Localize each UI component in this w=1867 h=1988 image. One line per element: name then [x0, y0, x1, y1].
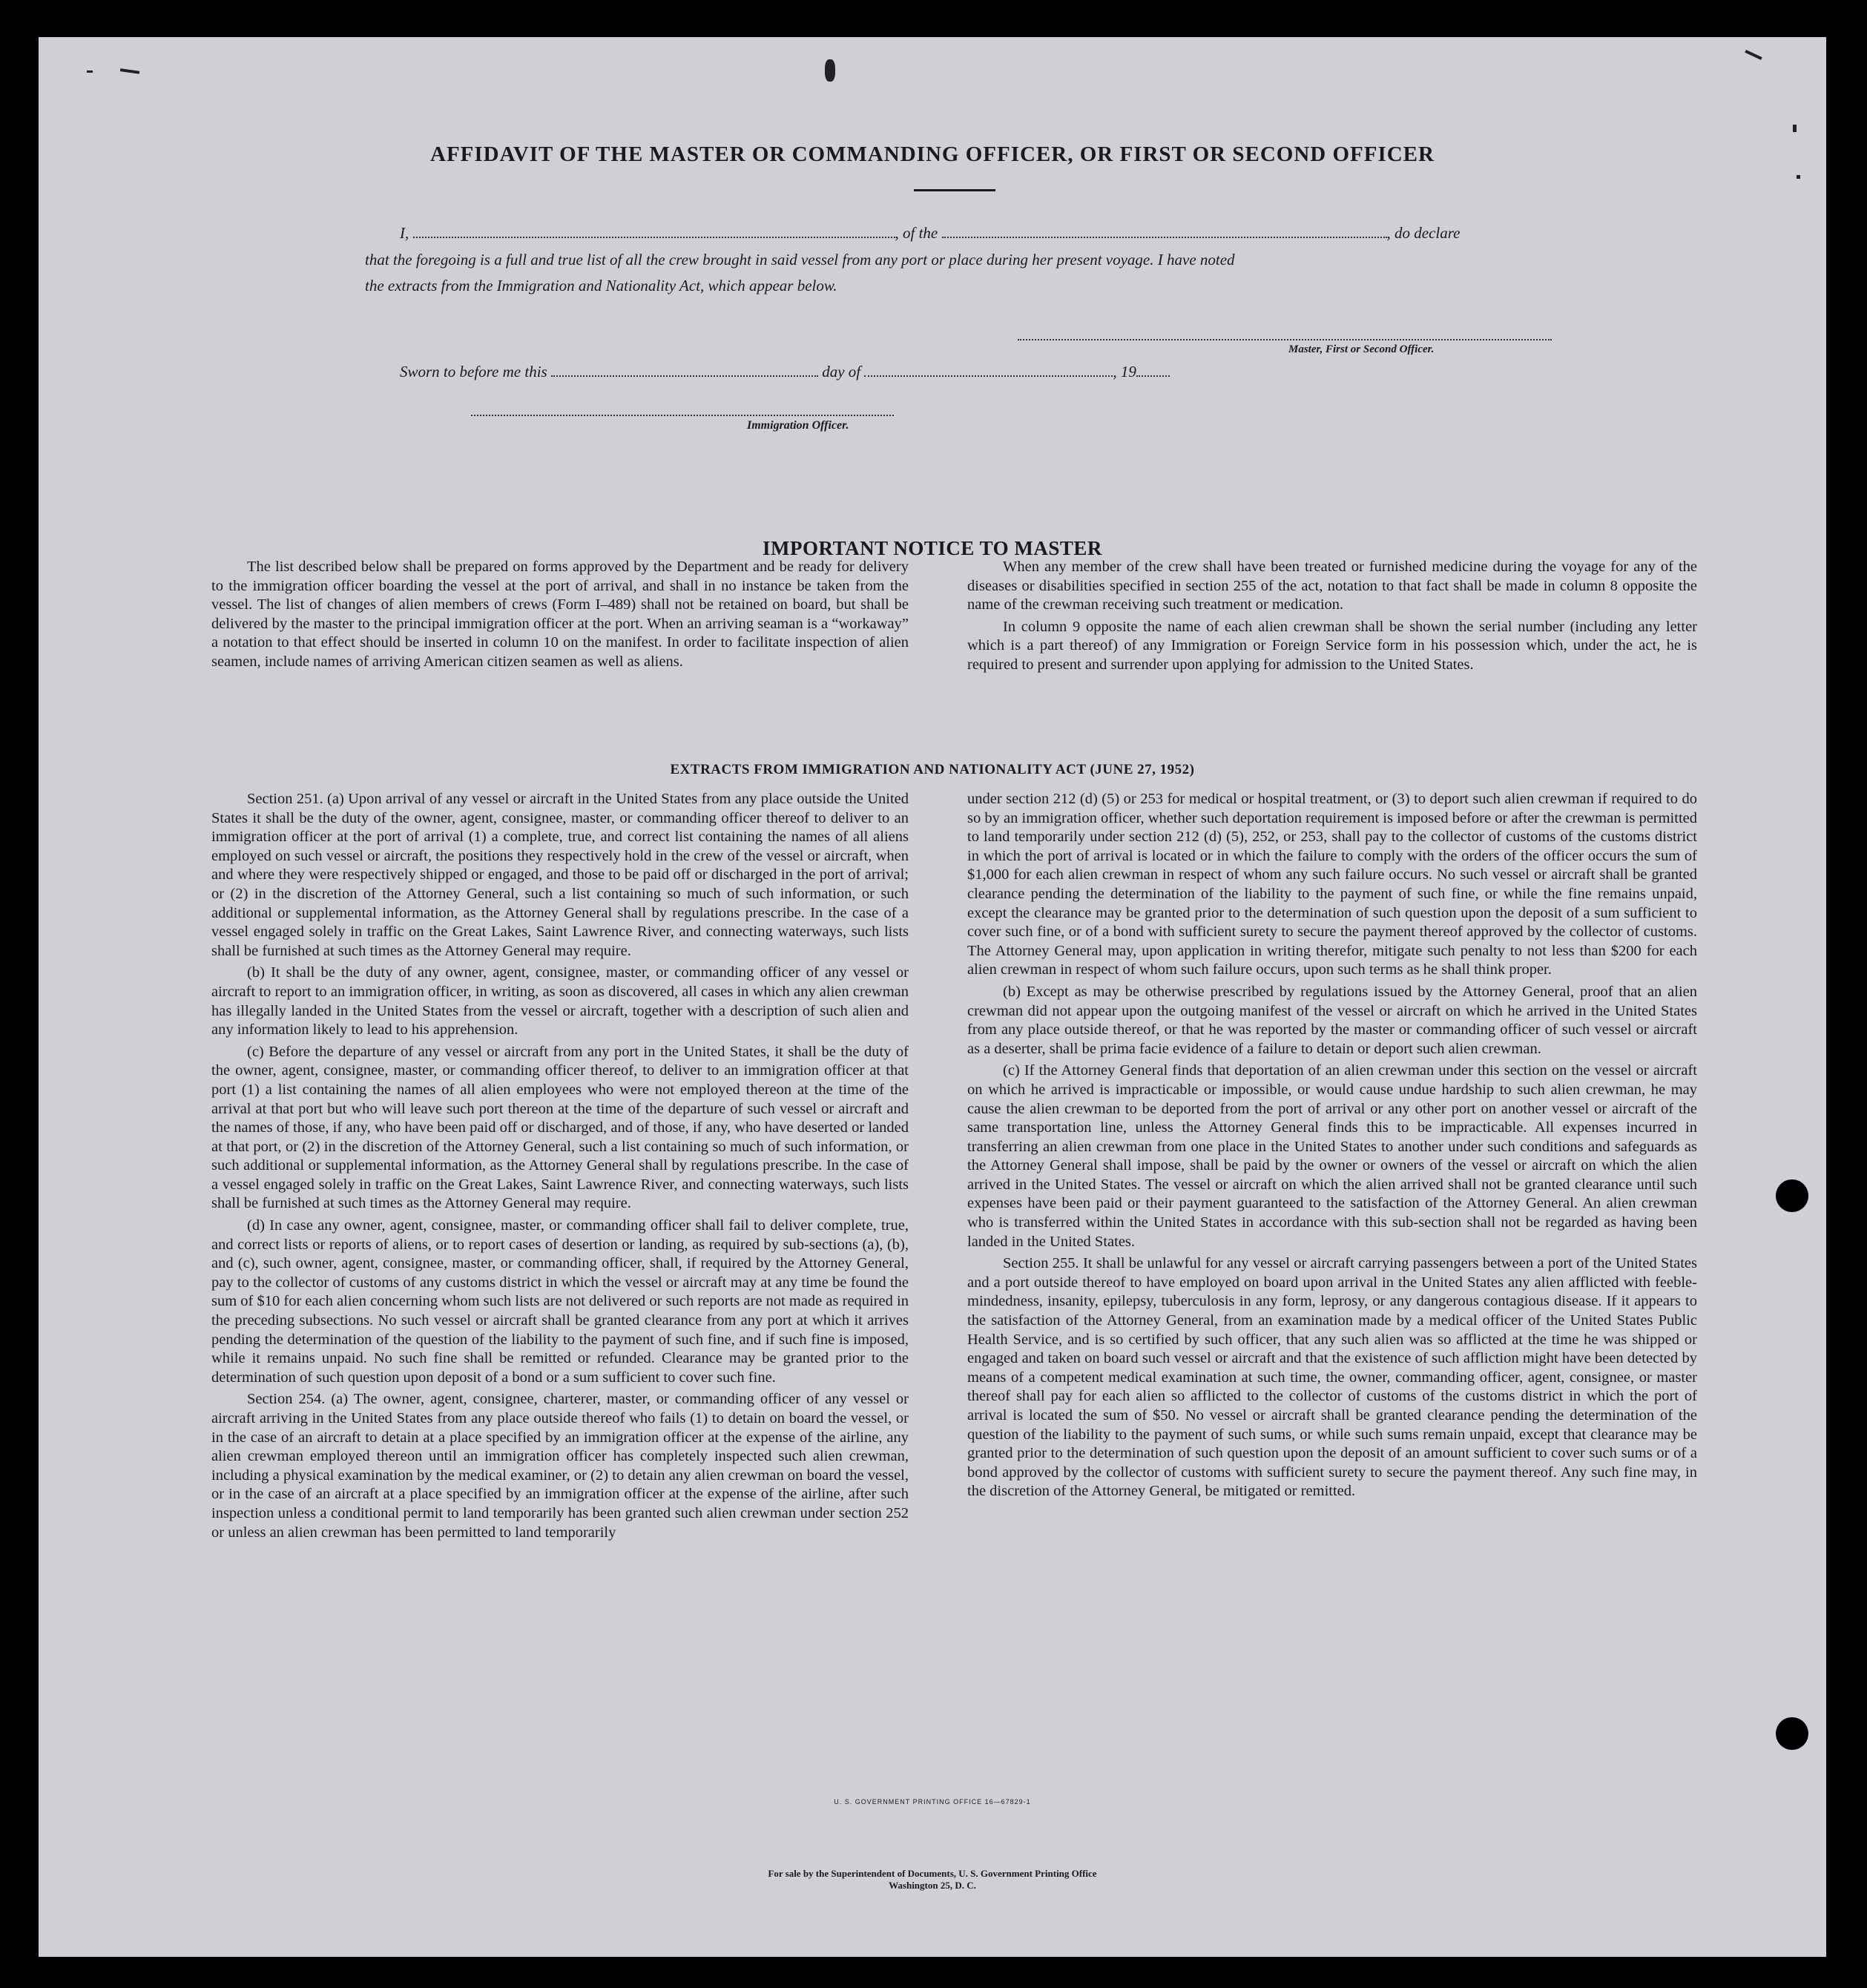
- affidavit-title: AFFIDAVIT OF THE MASTER OR COMMANDING OFFICER, OR FIRST OR SECOND OFFICER: [430, 142, 1435, 166]
- sworn-year-field[interactable]: [1136, 363, 1170, 377]
- sale-line-2: Washington 25, D. C.: [889, 1880, 976, 1891]
- master-signature-caption: Master, First or Second Officer.: [1288, 343, 1435, 355]
- scan-speck: [1745, 50, 1762, 60]
- vessel-field[interactable]: [942, 225, 1387, 238]
- notice-paragraph: The list described below shall be prepared on forms approved by the Department and be ready for delivery to the immigration officer boarding the vessel at the port of arrival, and shall in no instance be taken from the vessel. The list of changes of alien members of crews (Form I–489) shall not be retained on board, but shall be delivered by the master to the principal immigration officer at the port. When an arriving seaman is a “workaway” a notation to that effect should be inserted in column 10 on the manifest. In order to facilitate inspection of alien seamen, include names of arriving American citizen seamen as well as aliens.: [211, 559, 909, 670]
- extract-paragraph: under section 212 (d) (5) or 253 for medical or hospital treatment, or (3) to deport such alien crewman if required to do so by an immigration officer, whether such deportation requirement is imposed before or after the crewman is permitted to land temporarily under section 212 (d) (5), 252, or 253, shall pay to the collector of customs of the customs district in which the port of arrival is located or in which the failure to comply with the orders of the officer occurs the sum of $1,000 for each alien crewman in respect of whom any such failure occurs. No such vessel or aircraft shall be granted clearance pending the determination of the liability to the payment of such fine, or while the fine remains unpaid, except the clearance may be granted prior to the determination of such question upon the deposit of a sum sufficient to cover such fine, or of a bond with sufficient surety to secure the payment thereof approved by the collector of customs. The Attorney General may, upon application in writing therefor, mitigate such penalty to not less than $200 for each alien crewman in respect of whom such failure occurs, upon such terms as he shall think proper.: [967, 791, 1697, 978]
- scan-speck: [825, 59, 835, 82]
- name-field[interactable]: [413, 225, 895, 238]
- notice-left-column: [211, 558, 909, 675]
- sale-notice: [39, 1868, 1826, 1892]
- extract-paragraph: (c) Before the departure of any vessel or aircraft from any port in the United States, it shall be the duty of the owner, agent, consignee, master, or commanding officer thereof, to deliver to an immigration officer at that port (1) a list containing the names of all alien employees who were not employed thereon at the time of the arrival at that port but who will leave such port thereon at the time of the departure of such vessel or aircraft and the names of those, if any, who have been paid off or discharged, and of those, if any, who have deserted or landed at that port, or (2) in the discretion of the Attorney General, such a list containing so much of such information, or such additional or supplemental information, as the Attorney General shall by regulations prescribe. In the case of a vessel engaged solely in traffic on the Great Lakes, Saint Lawrence River, and connecting waterways, such lists shall be furnished at such times as the Attorney General may require.: [211, 1043, 909, 1212]
- extracts-right-column: [967, 790, 1697, 1504]
- extract-paragraph: (b) It shall be the duty of any owner, agent, consignee, master, or commanding officer of any vessel or aircraft to report to an immigration officer, in writing, as soon as discovered, all cases in which any alien crewman has illegally landed in the United States from the vessel or aircraft, together with a description of such alien and any information likely to lead to his apprehension.: [211, 964, 909, 1039]
- scan-speck: [1797, 175, 1800, 179]
- scan-speck: [120, 68, 139, 74]
- sale-line-1: For sale by the Superintendent of Documents, U. S. Government Printing Office: [768, 1868, 1097, 1879]
- notice-paragraph: In column 9 opposite the name of each alien crewman shall be shown the serial number (including any letter which is a part thereof) of any Immigration or Foreign Service form in his possession which, under the act, he is required to present and surrender upon applying for admission to the United States.: [967, 618, 1697, 673]
- extract-paragraph: (d) In case any owner, agent, consignee, master, or commanding officer shall fail to deliver complete, true, and correct lists or reports of aliens, or to report cases of desertion or landing, as required by sub-sections (a), (b), and (c), such owner, agent, consignee, master, or commanding officer, shall, if required by the Attorney General, pay to the collector of customs of any customs district in which the vessel or aircraft may at any time be found the sum of $10 for each alien concerning whom such lists are not delivered or such reports are not made as required in the preceding subsections. No such vessel or aircraft shall be granted clearance from any port at which it arrives pending the determination of the question of the liability to the payment of such fine, and if such fine is imposed, while it remains unpaid. No such fine shall be remitted or refunded. Clearance may be granted prior to the determination of such question upon deposit of a bond or a sum sufficient to cover such fine.: [211, 1217, 909, 1386]
- sworn-month-field[interactable]: [864, 363, 1113, 377]
- declaration-line-3: the extracts from the Immigration and Nationality Act, which appear below.: [365, 277, 837, 294]
- punch-hole: [1776, 1179, 1808, 1212]
- extracts-left-column: [211, 790, 909, 1545]
- declaration-line-1: I, , of the , do declare: [400, 224, 1461, 242]
- extract-paragraph: (b) Except as may be otherwise prescribed by regulations issued by the Attorney General, proof that an alien crewman did not appear upon the outgoing manifest of the vessel or aircraft on which he arrived in the United States from any place outside thereof, or that he was reported by the master or commanding officer of such vessel or aircraft as a deserter, shall be prima facie evidence of a failure to detain or deport such alien crewman.: [967, 983, 1697, 1057]
- document-page: [39, 37, 1826, 1957]
- immigration-signature-line[interactable]: [471, 415, 894, 416]
- declaration-line-2: that the foregoing is a full and true list of all the crew brought in said vessel from any port or place during her present voyage. I have noted: [365, 251, 1235, 269]
- extract-paragraph: (c) If the Attorney General finds that deportation of an alien crewman under this section on the vessel or aircraft on which he arrived is impracticable or impossible, or would cause undue hardship to such alien crewman, he may cause the alien crewman to be deported from the port of arrival or any other port on another vessel or aircraft of the same transportation line, unless the Attorney General finds this to be impracticable. All expenses incurred in transferring an alien crewman from one place in the United States to another under such conditions and safeguards as the Attorney General shall impose, shall be paid by the owner or owners of the vessel or aircraft on which the alien arrived in the United States. The vessel or aircraft on which the alien arrived shall not be granted clearance until such expenses have been paid or their payment guaranteed to the satisfaction of the Attorney General. An alien crewman who is transferred within the United States in accordance with this sub-section shall not be regarded as having been landed in the United States.: [967, 1062, 1697, 1250]
- notice-paragraph: When any member of the crew shall have been treated or furnished medicine during the voyage for any of the diseases or disabilities specified in section 255 of the act, notation to that fact shall be made in column 8 opposite the name of the crewman receiving such treatment or medication.: [967, 559, 1697, 613]
- extract-paragraph: Section 254. (a) The owner, agent, consignee, charterer, master, or commanding officer of any vessel or aircraft arriving in the United States from any place outside thereof who fails (1) to detain on board the vessel, or in the case of an aircraft to detain at a place specified by an immigration officer at the expense of the airline, any alien crewman employed thereon until an immigration officer has completely inspected such alien crewman, including a physical examination by the medical examiner, or (2) to detain any alien crewman on board the vessel, or in the case of an aircraft at a place specified by an immigration officer at the expense of the airline, after such inspection unless a conditional permit to land temporarily has been granted such alien crewman under section 252 or unless an alien crewman has been permitted to land temporarily: [211, 1391, 909, 1541]
- master-signature-line[interactable]: [1018, 339, 1552, 340]
- notice-title: IMPORTANT NOTICE TO MASTER: [763, 537, 1102, 559]
- sworn-line: Sworn to before me this day of , 19: [400, 360, 1170, 384]
- printer-imprint: U. S. GOVERNMENT PRINTING OFFICE 16—67829-1: [834, 1798, 1031, 1806]
- sworn-day-field[interactable]: [551, 363, 818, 377]
- immigration-signature-caption: Immigration Officer.: [747, 419, 849, 432]
- extract-paragraph: Section 255. It shall be unlawful for any vessel or aircraft carrying passengers between a port of the United States and a port outside thereof to have employed on board upon arrival in the United States any alien afflicted with feeble-mindedness, insanity, epilepsy, tuberculosis in any form, leprosy, or any dangerous contagious disease. If it appears to the satisfaction of the Attorney General, from an examination made by a medical officer of the United States Public Health Service, and is so certified by such officer, that any such alien was so afflicted at the time he was shipped or engaged and taken on board such vessel or aircraft and that the existence of such affliction might have been detected by means of a competent medical examination at such time, the owner, commanding officer, agent, consignee, or master thereof shall pay for each alien so afflicted to the collector of customs of the customs district in which the port of arrival is located the sum of $50. No vessel or aircraft shall be granted clearance pending the determination of the question of the liability to the payment of such sums, or while such sums remain unpaid, except that clearance may be granted prior to the determination of such question upon the deposit of an amount sufficient to cover such sums or of a bond approved by the collector of customs with sufficient surety to secure the payment thereof. Any such fine may, in the discretion of the Attorney General, be mitigated or remitted.: [967, 1255, 1697, 1500]
- title-rule: [914, 189, 995, 191]
- notice-right-column: [967, 558, 1697, 678]
- extracts-title: EXTRACTS FROM IMMIGRATION AND NATIONALITY ACT (JUNE 27, 1952): [670, 762, 1195, 777]
- punch-hole: [1776, 1717, 1808, 1750]
- scan-speck: [1793, 125, 1797, 132]
- extract-paragraph: Section 251. (a) Upon arrival of any vessel or aircraft in the United States from any place outside the United States it shall be the duty of the owner, agent, consignee, master, or commanding officer thereof to deliver to an immigration officer at the port of arrival (1) a complete, true, and correct list containing the names of all aliens employed on such vessel or aircraft, the positions they respectively hold in the crew of the vessel or aircraft, when and where they were respectively shipped or engaged, and those to be paid off or discharged in the port of arrival; or (2) in the discretion of the Attorney General, such a list containing so much of such information, or such additional or supplemental information, as the Attorney General shall by regulations prescribe. In the case of a vessel engaged solely in traffic on the Great Lakes, Saint Lawrence River, and connecting waterways, such lists shall be furnished at such times as the Attorney General may require.: [211, 791, 909, 959]
- scan-speck: [87, 70, 93, 73]
